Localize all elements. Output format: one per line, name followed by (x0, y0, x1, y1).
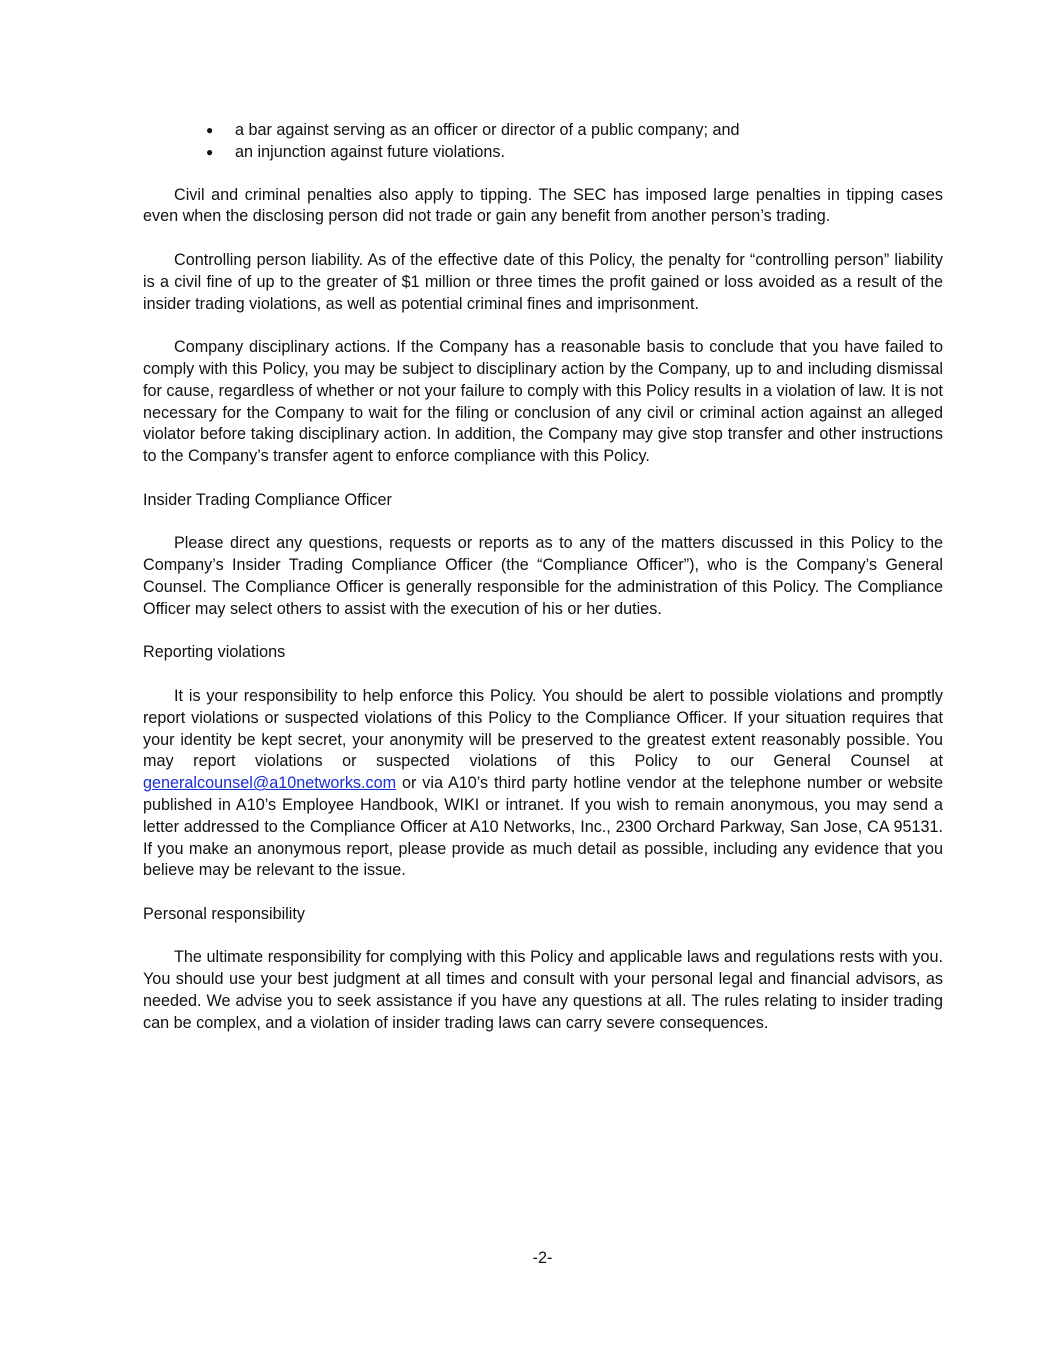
paragraph-reporting-violations (143, 686, 943, 882)
paragraph-disciplinary: Company disciplinary actions. If the Company has a reasonable basis to conclude that you have failed to comply with this Policy, you may be subject to disciplinary action by the Company, up to and including dismissal for cause, regardless of whether or not your failure to comply with this Policy results in a violation of law. It is not necessary for the Company to wait for the filing or conclusion of any civil or criminal action against an alleged violator before taking disciplinary action. In addition, the Company may give stop transfer and other instructions to the Company’s transfer agent to enforce compliance with this Policy. (143, 338, 943, 466)
paragraph-civil-criminal: Civil and criminal penalties also apply to tipping. The SEC has imposed large penalties in tipping cases even when the disclosing person did not trade or gain any benefit from another person’s trading. (143, 185, 943, 226)
list-item (206, 120, 943, 142)
penalty-bullet-list (143, 120, 943, 164)
page-number: -2- (532, 1249, 553, 1267)
reporting-text-before: It is your responsibility to help enforce this Policy. You should be alert to possible violations and promptly report violations or suspected violations of this Policy to the Compliance Officer. If your situation requires that your identity be kept secret, your anonymity will be preserved to the greatest extent reasonably possible. You may report violations or suspected violations of this Policy to our General Counsel at (143, 686, 943, 771)
bullet-icon: ● (206, 123, 214, 137)
document-page (143, 120, 943, 1035)
list-item (206, 142, 943, 164)
general-counsel-email-link[interactable]: generalcounsel@a10networks.com (143, 774, 397, 793)
paragraph-compliance-officer: Please direct any questions, requests or reports as to any of the matters discussed in this Policy to the Company’s Insider Trading Compliance Officer (the “Compliance Officer”), who is the Company’s General Counsel. The Compliance Officer is generally responsible for the administration of this Policy. The Compliance Officer may select others to assist with the execution of his or her duties. (143, 534, 943, 618)
reporting-text-after: or via A10’s third party hotline vendor at the telephone number or website published in A10’s Employee Handbook, WIKI or intranet. If you wish to remain anonymous, you may send a letter addressed to the Compliance Officer at A10 Networks, Inc., 2300 Orchard Parkway, San Jose, CA 95131. If you make an anonymous report, please provide as much detail as possible, including any evidence that you believe may be relevant to the issue. (143, 774, 943, 880)
paragraph-controlling-person: Controlling person liability. As of the effective date of this Policy, the penalty for “controlling person” liability is a civil fine of up to the greater of $1 million or three times the profit gained or loss avoided as a result of the insider trading violations, as well as potential criminal fines and imprisonment. (143, 250, 943, 313)
paragraph-personal-responsibility: The ultimate responsibility for complying with this Policy and applicable laws and regulations rests with you. You should use your best judgment at all times and consult with your personal legal and financial advisors, as needed. We advise you to seek assistance if you have any questions at all. The rules relating to insider trading can be complex, and a violation of insider trading laws can carry severe consequences. (143, 948, 943, 1032)
bullet-text: a bar against serving as an officer or director of a public company; and (235, 121, 740, 139)
bullet-icon: ● (206, 144, 214, 159)
heading-reporting-violations: Reporting violations (143, 643, 286, 662)
heading-personal-responsibility: Personal responsibility (143, 904, 305, 923)
heading-compliance-officer: Insider Trading Compliance Officer (143, 490, 392, 509)
bullet-text: an injunction against future violations. (235, 142, 505, 161)
